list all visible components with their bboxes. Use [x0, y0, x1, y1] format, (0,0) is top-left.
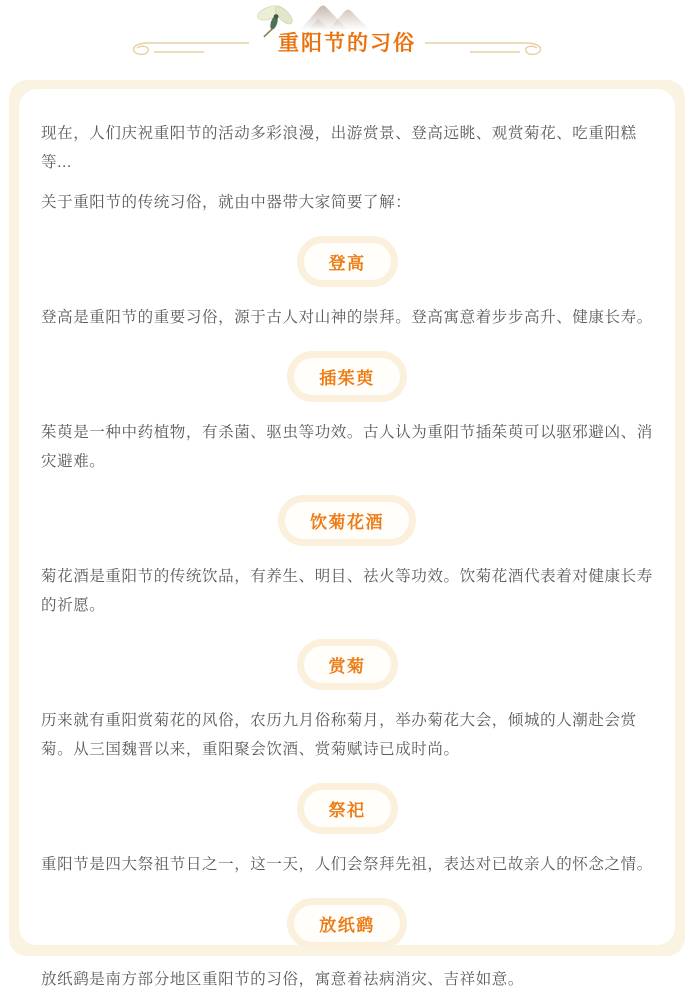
- section-badge-denggao: 登高: [297, 236, 398, 287]
- article-header: [0, 0, 694, 80]
- section-paragraph: 重阳节是四大祭祖节日之一，这一天，人们会祭拜先祖，表达对已故亲人的怀念之情。: [41, 856, 653, 873]
- article-card: [19, 89, 675, 988]
- section-paragraph: 茱萸是一种中药植物，有杀菌、驱虫等功效。古人认为重阳节插茱萸可以驱邪避凶、消灾避难。: [41, 424, 653, 470]
- intro-paragraph-1: 现在，人们庆祝重阳节的活动多彩浪漫，出游赏景、登高远眺、观赏菊花、吃重阳糕等...: [41, 125, 637, 171]
- section-badge-row: [41, 639, 653, 690]
- intro-paragraph-2: 关于重阳节的传统习俗，就由中器带大家简要了解：: [41, 194, 412, 211]
- section-badge-row: [41, 236, 653, 287]
- section-badge-row: [41, 495, 653, 546]
- section-paragraph: 菊花酒是重阳节的传统饮品，有养生、明目、祛火等功效。饮菊花酒代表着对健康长寿的祈愿。: [41, 568, 653, 614]
- section-badge-shangju: 赏菊: [297, 639, 398, 690]
- page-title: 重阳节的习俗: [278, 32, 416, 55]
- section-badge-fangzhiyao: 放纸鹞: [287, 898, 407, 949]
- section-badge-row: [41, 898, 653, 949]
- cream-frame: [9, 80, 685, 988]
- section-paragraph: 登高是重阳节的重要习俗，源于古人对山神的崇拜。登高寓意着步步高升、健康长寿。: [41, 309, 653, 326]
- section-paragraph: 放纸鹞是南方部分地区重阳节的习俗，寓意着祛病消灾、吉祥如意。: [41, 971, 525, 988]
- section-badge-chazhuyu: 插茱萸: [287, 351, 407, 402]
- section-badge-row: [41, 783, 653, 834]
- section-paragraph: 历来就有重阳赏菊花的风俗，农历九月俗称菊月，举办菊花大会，倾城的人潮赴会赏菊。从三国魏晋以来，重阳聚会饮酒、赏菊赋诗已成时尚。: [41, 712, 637, 758]
- section-badge-row: [41, 351, 653, 402]
- section-badge-jisi: 祭祀: [297, 783, 398, 834]
- section-badge-yinjuhuajiu: 饮菊花酒: [278, 495, 416, 546]
